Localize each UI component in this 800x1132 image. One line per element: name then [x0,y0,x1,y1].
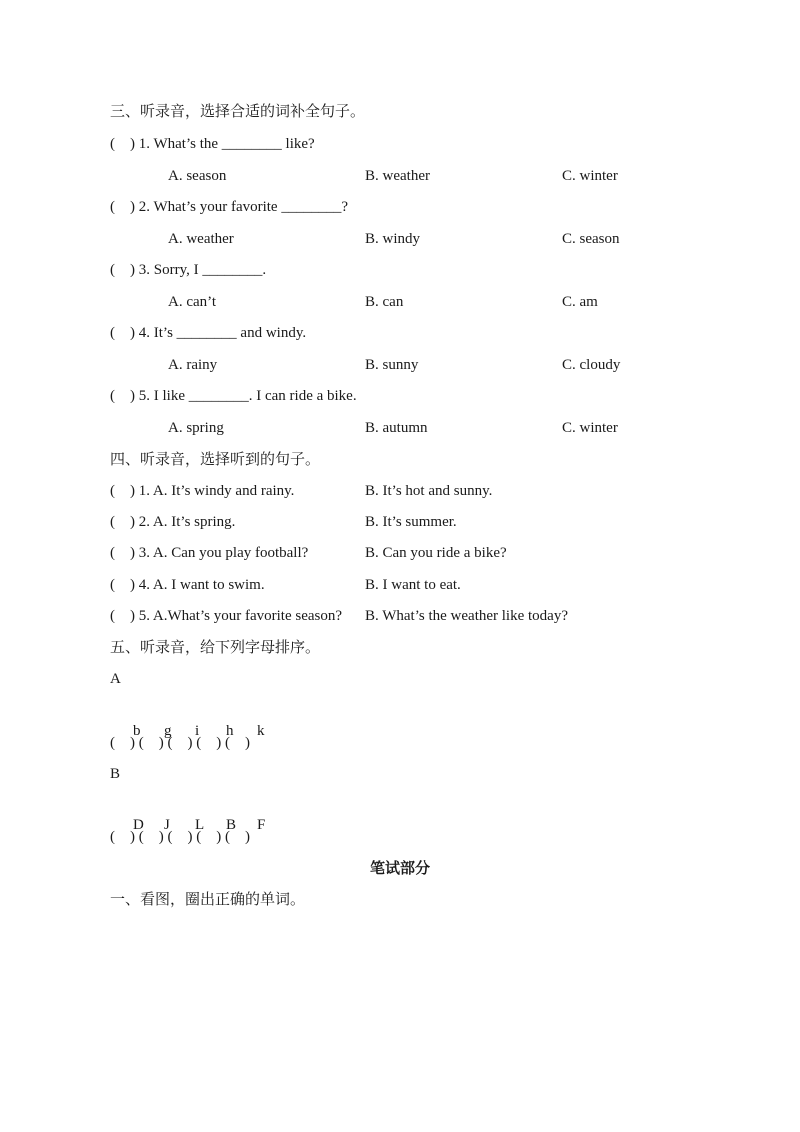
s3-q4-stem: ( ) 4. It’s ________ and windy. [110,325,307,341]
s3-q2-stem: ( ) 2. What’s your favorite ________? [110,199,349,215]
s3-q3-option-b: B. can [365,294,404,310]
letter: g [164,723,172,739]
s4-q2-option-a: ( ) 2. A. It’s spring. [110,514,236,530]
group-b-label: B [110,766,121,782]
letter: F [257,817,266,833]
s3-q3-option-c: C. am [562,294,598,310]
s3-q2-option-b: B. windy [365,231,421,247]
letter: i [195,723,200,739]
s3-q5-stem: ( ) 5. I like ________. I can ride a bike. [110,388,357,404]
group-b-answer-brackets: ( ) ( ) ( ) ( ) ( ) [110,829,250,845]
s3-q4-option-b: B. sunny [365,357,419,373]
group-a-answer-brackets: ( ) ( ) ( ) ( ) ( ) [110,735,250,751]
s3-q3-option-a: A. can’t [168,294,217,310]
s4-q5-option-a: ( ) 5. A.What’s your favorite season? [110,608,343,624]
s4-q2-option-b: B. It’s summer. [365,514,457,530]
section4-heading: 四、听录音，选择听到的句子。 [110,450,321,468]
s4-q4-option-b: B. I want to eat. [365,577,461,593]
s4-q1-option-b: B. It’s hot and sunny. [365,483,493,499]
s3-q4-option-a: A. rainy [168,357,218,373]
s3-q1-option-c: C. winter [562,168,618,184]
s4-q1-option-a: ( ) 1. A. It’s windy and rainy. [110,483,295,499]
s4-q4-option-a: ( ) 4. A. I want to swim. [110,577,265,593]
s4-q3-option-a: ( ) 3. A. Can you play football? [110,545,309,561]
written-part-title: 笔试部分 [369,859,430,877]
letter: b [133,723,141,739]
s4-q5-option-b: B. What’s the weather like today? [365,608,568,624]
section3-heading: 三、听录音，选择合适的词补全句子。 [110,102,366,120]
s3-q2-option-a: A. weather [168,231,234,247]
s3-q1-option-b: B. weather [365,168,430,184]
s3-q4-option-c: C. cloudy [562,357,621,373]
s3-q1-stem: ( ) 1. What’s the ________ like? [110,136,315,152]
s3-q3-stem: ( ) 3. Sorry, I ________. [110,262,267,278]
letter: k [257,723,265,739]
written-section1-heading: 一、看图，圈出正确的单词。 [110,890,306,908]
letter: h [226,723,234,739]
s3-q2-option-c: C. season [562,231,620,247]
s3-q5-option-a: A. spring [168,420,224,436]
letter: L [195,817,205,833]
s3-q5-option-c: C. winter [562,420,618,436]
group-a-label: A [110,671,121,687]
letter: D [133,817,144,833]
s4-q3-option-b: B. Can you ride a bike? [365,545,507,561]
s3-q1-option-a: A. season [168,168,227,184]
letter: B [226,817,237,833]
s3-q5-option-b: B. autumn [365,420,428,436]
letter: J [164,817,170,833]
section5-heading: 五、听录音，给下列字母排序。 [110,638,321,656]
